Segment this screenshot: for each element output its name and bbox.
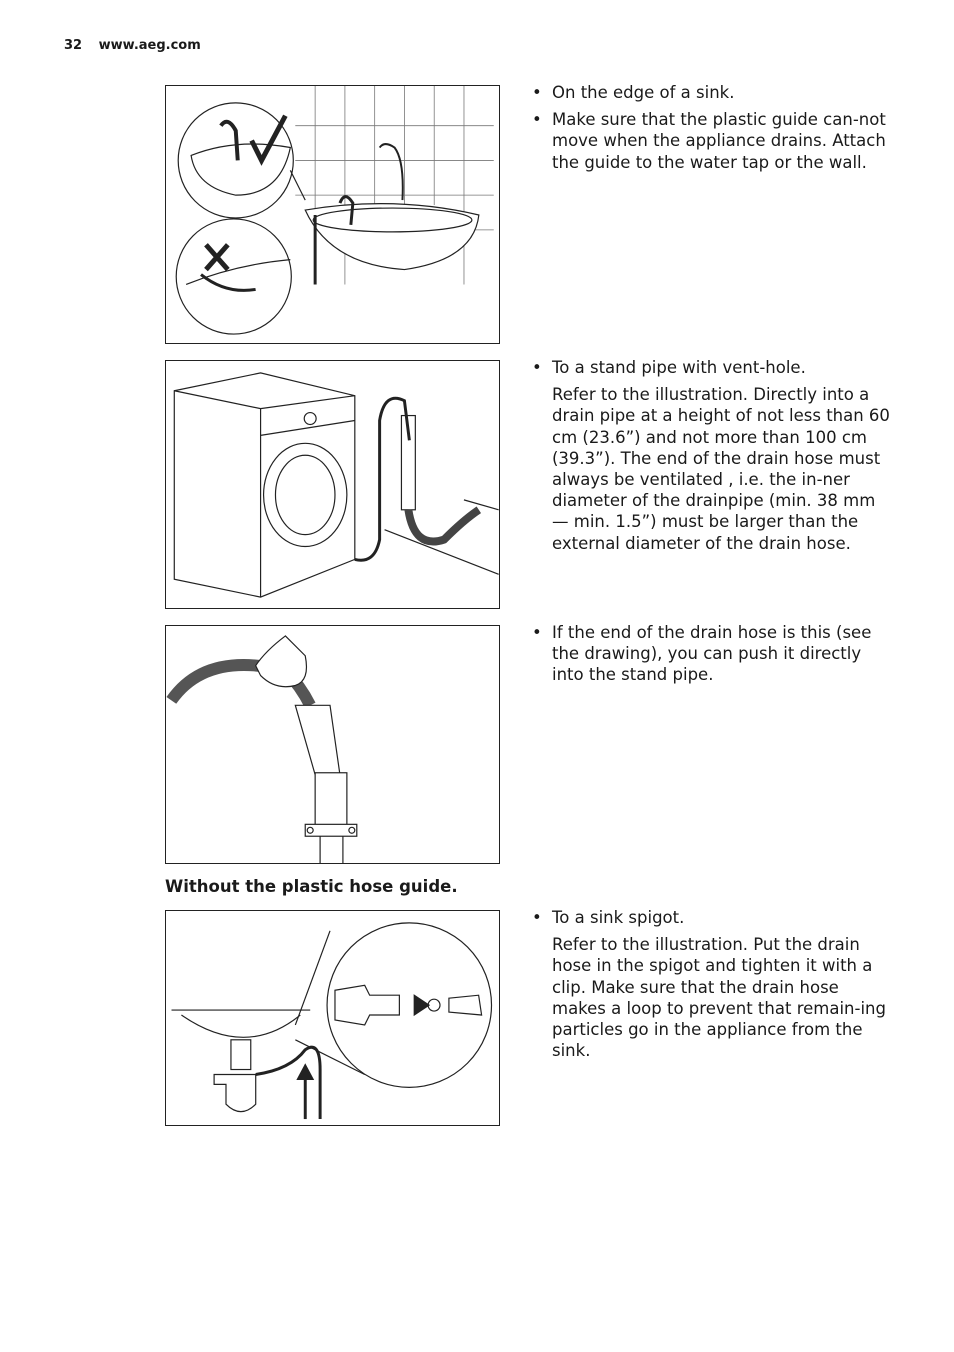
bullet-text: To a sink spigot. [552,908,685,927]
caption: Without the plastic hose guide. [165,877,458,896]
bullet: • [532,623,542,642]
bullet-text: To a stand pipe with vent-hole. [552,358,806,377]
bullet: • [532,83,542,102]
section-3-text [530,622,890,692]
page-number: 32 [64,38,83,53]
list-item [530,82,890,103]
section-1-text [530,82,890,179]
stand-pipe-illustration [165,360,500,609]
sink-spigot-illustration [165,910,500,1126]
sink-edge-illustration [165,85,500,344]
list-item [530,109,890,173]
list-item [530,622,890,686]
list-item [530,907,890,928]
section-2-text [530,357,890,560]
bullet-text: On the edge of a sink. [552,83,735,102]
bullet: • [532,110,542,130]
bullet: • [532,908,542,927]
site-url: www.aeg.com [98,38,201,53]
list-item [530,357,890,378]
bullet-text: Make sure that the plastic guide can-not move when the appliance drains. Attach the guide to the water tap or the wall. [552,110,886,172]
bullet: • [532,358,542,377]
hose-into-pipe-illustration [165,625,500,864]
page-header [64,38,201,53]
bullet-text: If the end of the drain hose is this (see the drawing), you can push it directly into the stand pipe. [552,623,872,685]
section-4-text [530,907,890,1067]
paragraph: Refer to the illustration. Put the drain hose in the spigot and tighten it with a clip. Make sure that the drain hose makes a loop to prevent that remain-ing particles go in the appliance from the sink. [552,935,886,1061]
paragraph: Refer to the illustration. Directly into a drain pipe at a height of not less than 60 cm (23.6”) and not more than 100 cm (39.3”). The end of the drain hose must always be ventilated , i.e. the in-ner diameter of the drainpipe (min. 38 mm — min. 1.5”) must be larger than the external diameter of the drain hose. [552,385,890,553]
